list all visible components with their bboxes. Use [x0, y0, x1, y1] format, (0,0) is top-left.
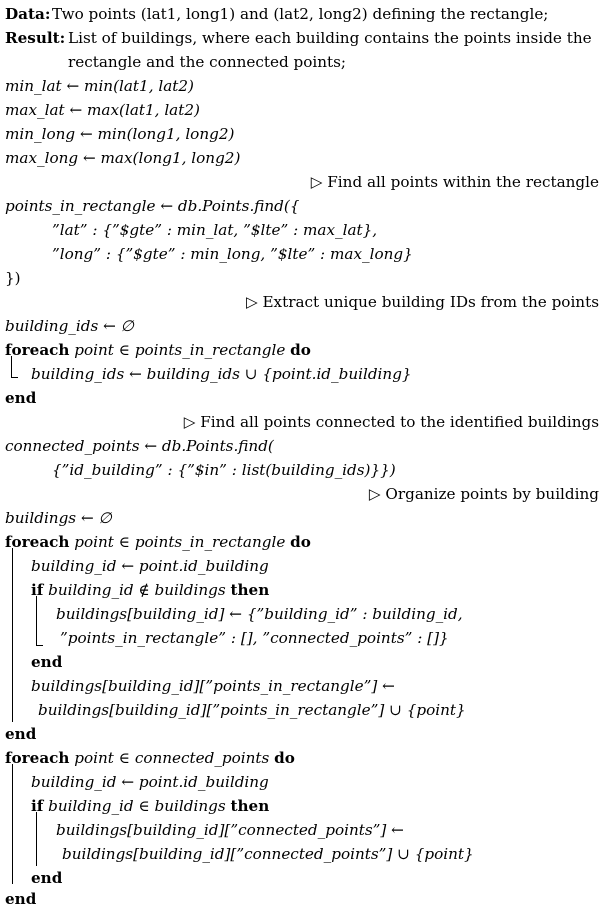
- algo-line-7: [0, 218, 604, 242]
- comment: ▷ Find all points within the rectangle: [310, 173, 599, 191]
- algo-line-26: [0, 674, 604, 698]
- block-rule: [36, 812, 37, 866]
- algo-result-line-2: [0, 50, 604, 74]
- statement: building_id ← point.id_building: [31, 773, 269, 791]
- keyword: then: [230, 581, 270, 599]
- algo-line-14: [0, 386, 604, 410]
- statement: foreach point ∈ points_in_rectangle do: [5, 533, 311, 551]
- algo-line-29: [0, 746, 604, 770]
- statement: connected_points ← db.Points.find(: [5, 437, 274, 455]
- statement: {”id_building” : {”$in” : list(building_ids)}}): [52, 461, 396, 479]
- algo-line-3: [0, 122, 604, 146]
- statement: ”lat” : {”$gte” : min_lat, ”$lte” : max_lat},: [52, 221, 378, 239]
- statement: buildings[building_id][”connected_points”] ←: [56, 821, 404, 839]
- comment: ▷ Extract unique building IDs from the points: [245, 293, 599, 311]
- keyword: do: [274, 749, 295, 767]
- statement: buildings ← ∅: [5, 509, 112, 527]
- algo-line-30: [0, 770, 604, 794]
- statement: buildings[building_id][”points_in_rectangle”] ∪ {point}: [38, 701, 466, 719]
- keyword: then: [230, 797, 270, 815]
- statement: min_lat ← min(lat1, lat2): [5, 77, 194, 95]
- keyword: end: [5, 725, 37, 743]
- statement: if building_id ∈ buildings then: [31, 797, 270, 815]
- keyword: foreach: [5, 341, 70, 359]
- statement: building_id ← point.id_building: [31, 557, 269, 575]
- statement: [5, 722, 36, 746]
- algo-line-1: [0, 74, 604, 98]
- algo-line-20: [0, 530, 604, 554]
- algo-line-27: [0, 698, 604, 722]
- statement: buildings[building_id][”connected_points”] ∪ {point}: [62, 845, 474, 863]
- algo-line-34: [0, 866, 604, 890]
- statement: foreach point ∈ connected_points do: [5, 749, 295, 767]
- algo-comment-4: [0, 482, 604, 506]
- algo-line-8: [0, 242, 604, 266]
- algo-line-6: [0, 194, 604, 218]
- keyword: end: [5, 389, 37, 407]
- algo-line-21: [0, 554, 604, 578]
- data-label: Data:: [5, 5, 51, 23]
- algo-line-22: [0, 578, 604, 602]
- statement: building_ids ← building_ids ∪ {point.id_building}: [31, 365, 412, 383]
- comment: ▷ Find all points connected to the identified buildings: [183, 413, 599, 431]
- keyword: foreach: [5, 749, 70, 767]
- block-rule: [12, 764, 13, 884]
- block-rule: [11, 356, 12, 378]
- algo-data-line: [0, 2, 604, 26]
- algo-line-12: [0, 338, 604, 362]
- keyword: if: [31, 797, 44, 815]
- algo-line-19: [0, 506, 604, 530]
- algo-line-11: [0, 314, 604, 338]
- comment: ▷ Organize points by building: [368, 485, 599, 503]
- algo-line-4: [0, 146, 604, 170]
- algo-line-24: [0, 626, 604, 650]
- result-text-1: List of buildings, where each building contains the points inside the: [68, 29, 592, 47]
- data-text: Two points (lat1, long1) and (lat2, long2) defining the rectangle;: [52, 5, 549, 23]
- algo-line-13: [0, 362, 604, 386]
- statement: if building_id ∉ buildings then: [31, 581, 270, 599]
- keyword: end: [5, 890, 37, 908]
- statement: [5, 890, 36, 909]
- statement: }): [5, 269, 21, 287]
- statement: min_long ← min(long1, long2): [5, 125, 235, 143]
- statement: ”points_in_rectangle” : [], ”connected_points” : []}: [60, 629, 449, 647]
- algo-line-35: [0, 890, 604, 909]
- algo-line-9: [0, 266, 604, 290]
- keyword: if: [31, 581, 44, 599]
- algo-line-17: [0, 458, 604, 482]
- block-rule: [36, 596, 37, 646]
- keyword: do: [290, 341, 311, 359]
- keyword: end: [31, 869, 63, 887]
- result-text-2: rectangle and the connected points;: [68, 53, 347, 71]
- statement: building_ids ← ∅: [5, 317, 134, 335]
- algo-line-23: [0, 602, 604, 626]
- statement: [5, 386, 36, 410]
- keyword: end: [31, 653, 63, 671]
- statement: buildings[building_id][”points_in_rectangle”] ←: [31, 677, 395, 695]
- statement: foreach point ∈ points_in_rectangle do: [5, 341, 311, 359]
- statement: max_long ← max(long1, long2): [5, 149, 241, 167]
- statement: max_lat ← max(lat1, lat2): [5, 101, 200, 119]
- algo-comment-3: [0, 410, 604, 434]
- keyword: do: [290, 533, 311, 551]
- algo-result-line: [0, 26, 604, 50]
- statement: points_in_rectangle ← db.Points.find({: [5, 197, 300, 215]
- result-label: Result:: [5, 29, 66, 47]
- algo-line-33: [0, 842, 604, 866]
- algo-comment-1: [0, 170, 604, 194]
- algo-line-28: [0, 722, 604, 746]
- algo-line-32: [0, 818, 604, 842]
- statement: [31, 866, 62, 890]
- algo-line-16: [0, 434, 604, 458]
- algo-comment-2: [0, 290, 604, 314]
- block-rule: [12, 548, 13, 722]
- algo-line-31: [0, 794, 604, 818]
- keyword: foreach: [5, 533, 70, 551]
- statement: [31, 650, 62, 674]
- algo-line-2: [0, 98, 604, 122]
- algo-line-25: [0, 650, 604, 674]
- statement: buildings[building_id] ← {”building_id” : building_id,: [56, 605, 463, 623]
- statement: ”long” : {”$gte” : min_long, ”$lte” : max_long}: [52, 245, 413, 263]
